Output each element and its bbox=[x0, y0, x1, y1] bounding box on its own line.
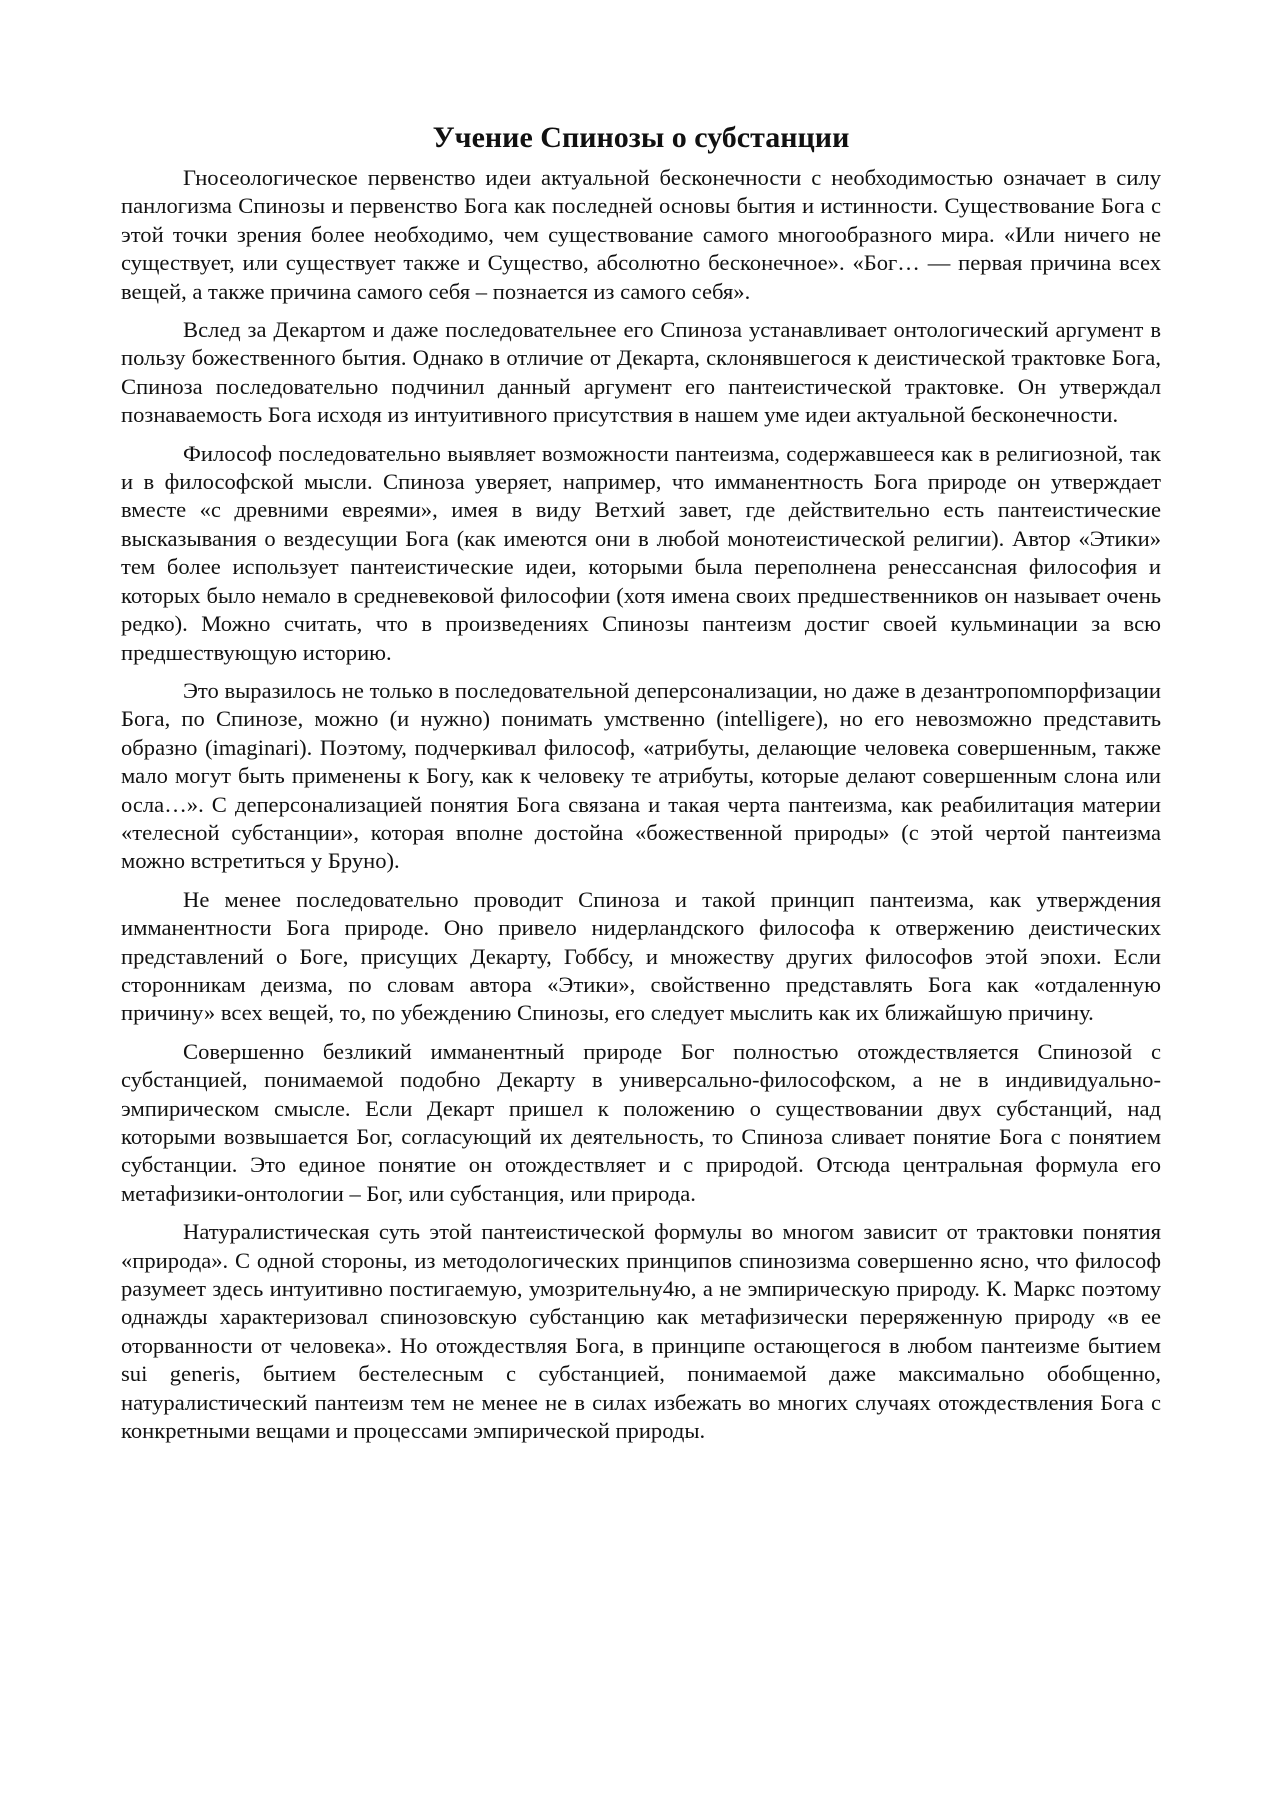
paragraph-4: Это выразилось не только в последовательной деперсонализации, но даже в дезантропомпорфизации Бога, по Спинозе, можно (и нужно) понимать умственно (intelligere), но его невозможно представить образно (imaginari). Поэтому, подчеркивал философ, «атрибуты, делающие человека совершенным, также мало могут быть применены к Богу, как к человеку те атрибуты, которые делают совершенным слона или осла…». С деперсонализацией понятия Бога связана и такая черта пантеизма, как реабилитация материи «телесной субстанции», которая вполне достойна «божественной природы» (с этой чертой пантеизма можно встретиться у Бруно). bbox=[121, 677, 1161, 874]
paragraph-6: Совершенно безликий имманентный природе Бог полностью отождествляется Спинозой с субстанцией, понимаемой подобно Декарту в универсально-философском, а не в индивидуально-эмпирическом смысле. Если Декарт пришел к положению о существовании двух субстанций, над которыми возвышается Бог, согласующий их деятельность, то Спиноза сливает понятие Бога с понятием субстанции. Это единое понятие он отождествляет и с природой. Отсюда центральная формула его метафизики-онтологии – Бог, или субстанция, или природа. bbox=[121, 1038, 1161, 1206]
paragraph-5: Не менее последовательно проводит Спиноза и такой принцип пантеизма, как утверждения имманентности Бога природе. Оно привело нидерландского философа к отвержению деистических представлений о Боге, присущих Декарту, Гоббсу, и множеству других философов этой эпохи. Если сторонникам деизма, по словам автора «Этики», свойственно представлять Бога как «отдаленную причину» всех вещей, то, по убеждению Спинозы, его следует мыслить как их ближайшую причину. bbox=[121, 886, 1161, 1026]
paragraph-7: Натуралистическая суть этой пантеистической формулы во многом зависит от трактовки понятия «природа». С одной стороны, из методологических принципов спинозизма совершенно ясно, что философ разумеет здесь интуитивно постигаемую, умозрительну4ю, а не эмпирическую природу. К. Маркс поэтому однажды характеризовал спинозовскую субстанцию как метафизически переряженную природу «в ее оторванности от человека». Но отождествляя Бога, в принципе остающегося в любом пантеизме бытием sui generis, бытием бестелесным с субстанцией, понимаемой даже максимально обобщенно, натуралистический пантеизм тем не менее не в силах избежать во многих случаях отождествления Бога с конкретными вещами и процессами эмпирической природы. bbox=[121, 1219, 1161, 1444]
document-title: Учение Спинозы о субстанции bbox=[432, 121, 850, 154]
paragraph-2: Вслед за Декартом и даже последовательнее его Спиноза устанавливает онтологический аргумент в пользу божественного бытия. Однако в отличие от Декарта, склонявшегося к деистической трактовке Бога, Спиноза последовательно подчинил данный аргумент его пантеистической трактовке. Он утверждал познаваемость Бога исходя из интуитивного присутствия в нашем уме идеи актуальной бесконечности. bbox=[121, 317, 1161, 428]
document-body bbox=[121, 118, 1161, 1455]
paragraph-3: Философ последовательно выявляет возможности пантеизма, содержавшееся как в религиозной, так и в философской мысли. Спиноза уверяет, например, что имманентность Бога природе он утверждает вместе «с древними евреями», имея в виду Ветхий завет, где действительно есть пантеистические высказывания о вездесущии Бога (как имеются они в любой монотеистической религии). Автор «Этики» тем более использует пантеистические идеи, которыми была переполнена ренессансная философия и которых было немало в средневековой философии (хотя имена своих предшественников он называет очень редко). Можно считать, что в произведениях Спинозы пантеизм достиг своей кульминации за всю предшествующую историю. bbox=[121, 440, 1161, 665]
paragraph-1: Гносеологическое первенство идеи актуальной бесконечности с необходимостью означает в силу панлогизма Спинозы и первенство Бога как последней основы бытия и истинности. Существование Бога с этой точки зрения более необходимо, чем существование самого многообразного мира. «Или ничего не существует, или существует также и Существо, абсолютно бесконечное». «Бог… — первая причина всех вещей, а также причина самого себя – познается из самого себя». bbox=[121, 165, 1161, 304]
